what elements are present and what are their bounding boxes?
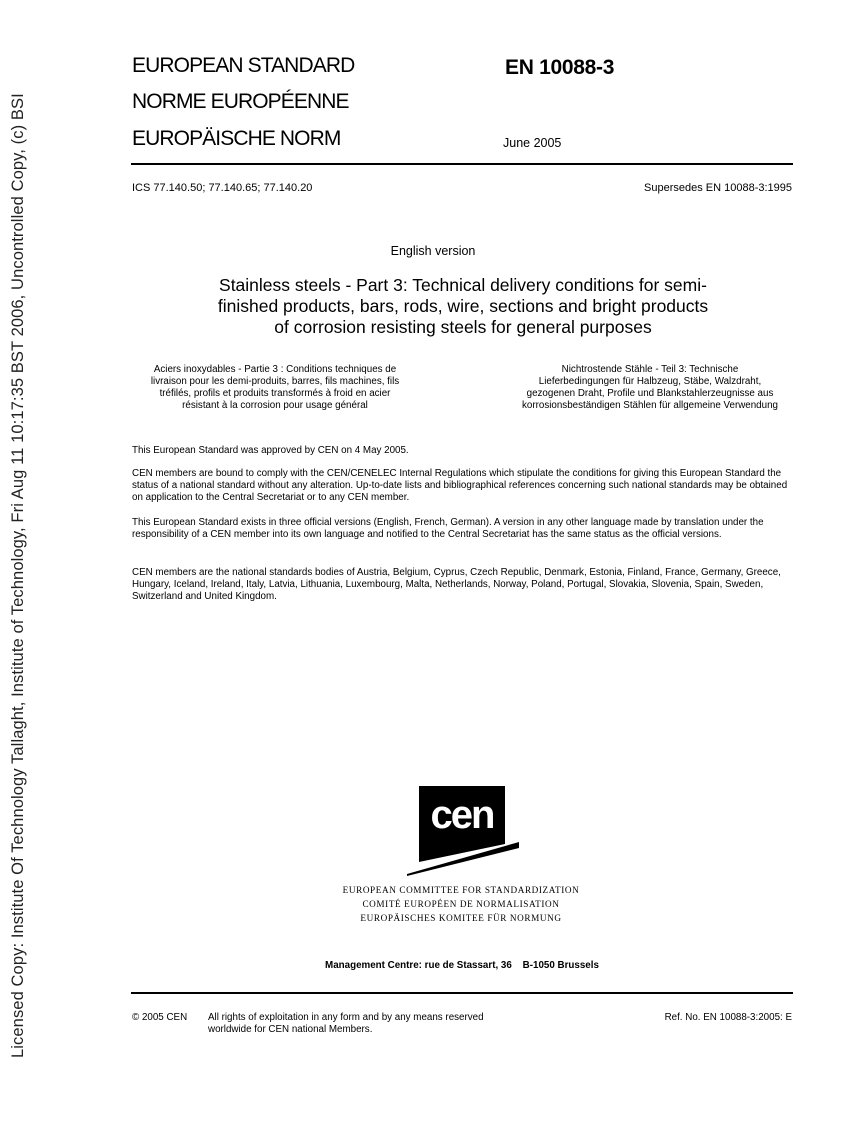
cen-logo [407,786,519,876]
title-line: finished products, bars, rods, wire, sections and bright products [217,296,709,316]
side-watermark: Licensed Copy: Institute Of Technology Tallaght, Institute of Technology, Fri Aug 11 10:17:35 BST 2006, Uncontrolled Copy, (c) BSI [9,93,27,1058]
reference-number: Ref. No. EN 10088-3:2005: E [664,1012,792,1023]
german-title [500,364,800,412]
rights-line: worldwide for CEN national Members. [208,1024,373,1035]
french-title [125,364,425,412]
german-title-line: korrosionsbeständigen Stählen für allgemeine Verwendung [522,400,778,411]
title-line: Stainless steels - Part 3: Technical delivery conditions for semi- [219,275,707,295]
german-title-line: Nichtrostende Stähle - Teil 3: Technische [561,364,739,375]
versions-paragraph: This European Standard exists in three official versions (English, French, German). A version in any other language made by translation under the responsibility of a CEN member into its own language and notified to the Central Secretariat has the same status as the official versions. [132,517,764,540]
cen-logo-text: cen [430,793,494,837]
french-title-line: résistant à la corrosion pour usage général [182,400,368,411]
document-title [183,275,743,338]
header-english: EUROPEAN STANDARD [132,54,355,77]
title-line: of corrosion resisting steels for general purposes [274,317,652,337]
supersedes: Supersedes EN 10088-3:1995 [644,182,792,194]
publication-date: June 2005 [503,136,562,150]
rights-statement [208,1012,484,1036]
copyright: © 2005 CEN [132,1012,188,1023]
cen-name-german: EUROPÄISCHES KOMITEE FÜR NORMUNG [360,913,562,923]
header-french: NORME EUROPÉENNE [132,90,349,113]
rights-line: All rights of exploitation in any form and by any means reserved [208,1012,484,1023]
approval-paragraph: This European Standard was approved by CEN on 4 May 2005. [132,445,409,456]
management-centre: Management Centre: rue de Stassart, 36 B-1050 Brussels [325,960,599,971]
cen-name-french: COMITÉ EUROPÉEN DE NORMALISATION [362,899,560,909]
german-title-line: gezogenen Draht, Profile und Blankstahlerzeugnisse aus [526,388,774,399]
members-paragraph: CEN members are the national standards bodies of Austria, Belgium, Cyprus, Czech Republic, Denmark, Estonia, Finland, France, Germany, Greece, Hungary, Iceland, Ireland, Italy, Latvia, Lithuania, Luxembourg, Malta, Netherlands, Norway, Poland, Portugal, Slovakia, Slovenia, Spain, Sweden, Switzerland and United Kingdom. [132,567,781,602]
french-title-line: Aciers inoxydables - Partie 3 : Conditions techniques de [153,364,397,375]
cen-name-english: EUROPEAN COMMITTEE FOR STANDARDIZATION [342,885,580,895]
ics-codes: ICS 77.140.50; 77.140.65; 77.140.20 [132,182,313,194]
english-version-label: English version [390,244,476,258]
french-title-line: livraison pour les demi-produits, barres, fils machines, fils [150,376,400,387]
german-title-line: Lieferbedingungen für Halbzeug, Stäbe, Walzdraht, [538,376,762,387]
footer-rule [131,992,793,994]
french-title-line: tréfilés, profils et produits transformés à froid en acier [159,388,391,399]
header-german: EUROPÄISCHE NORM [132,127,341,150]
doc-number: EN 10088-3 [505,56,615,79]
header-rule [131,163,793,165]
regulations-paragraph: CEN members are bound to comply with the CEN/CENELEC Internal Regulations which stipulate the conditions for giving this European Standard the status of a national standard without any alteration. Up-to-date lists and bibliographical references concerning such national standards may be obtained on application to the Central Secretariat or to any CEN member. [132,468,788,503]
